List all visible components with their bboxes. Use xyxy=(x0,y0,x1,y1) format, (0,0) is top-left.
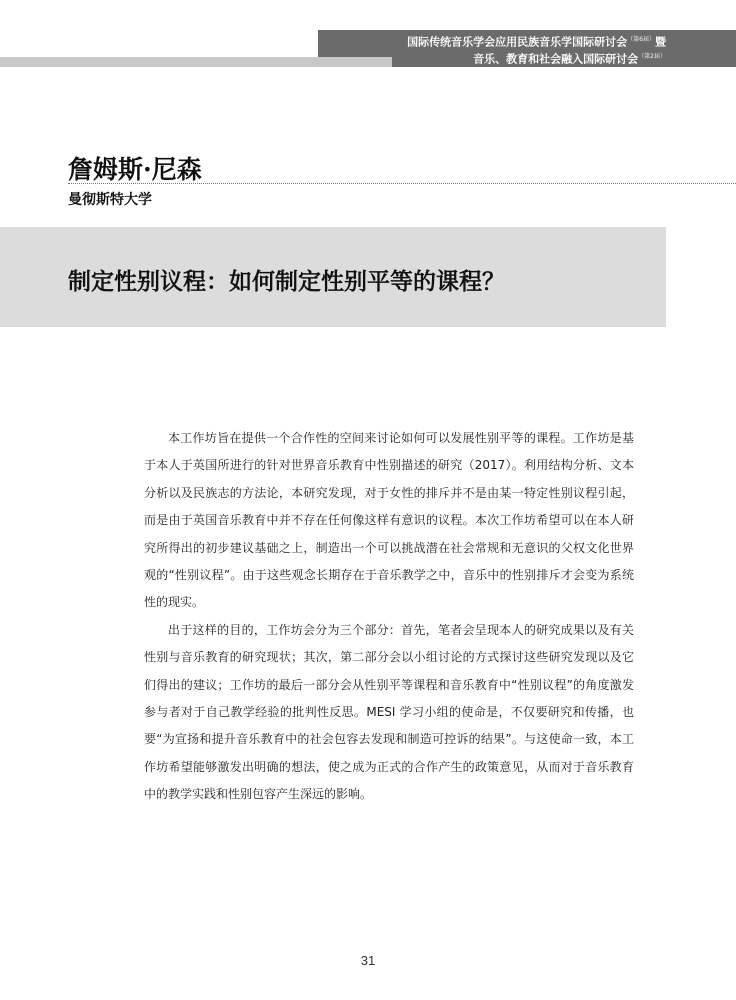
running-header-line2: 音乐、教育和社会融入国际研讨会$^{(第2届)}$ xyxy=(473,52,666,66)
article-title: 制定性别议程：如何制定性别平等的课程？ xyxy=(68,268,505,295)
paragraph: 出于这样的目的，工作坊会分为三个部分：首先，笔者会呈现本人的研究成果以及有关性别与音乐教育的研究现状；其次，第二部分会以小组讨论的方式探讨这些研究发现以及它们得出的建议；工作坊的最后一部分会从性别平等课程和音乐教育中“性别议程”的角度激发参与者对于自己教学经验的批判性反思。MESI 学习小组的使命是，不仅要研究和传播，也要“为宣扬和提升音乐教育中的社会包容去发现和制造可控诉的结果”。与这使命一致，本工作坊希望能够激发出明确的想法，使之成为正式的合作产生的政策意见，从而对于音乐教育中的教学实践和性别包容产生深远的影响。 xyxy=(144,622,634,802)
running-header-line1: 国际传统音乐学会应用民族音乐学国际研讨会$^{(第6届)}$暨 xyxy=(407,35,666,49)
abstract-body xyxy=(144,425,634,809)
page-number: 31 xyxy=(360,953,376,968)
header-stripe xyxy=(0,57,392,67)
running-header xyxy=(407,33,666,66)
author-name: 詹姆斯·尼森 xyxy=(68,155,202,184)
paragraph: 本工作坊旨在提供一个合作性的空间来讨论如何可以发展性别平等的课程。工作坊是基于本人于英国所进行的针对世界音乐教育中性别描述的研究（2017）。利用结构分析、文本分析以及民族志的方法论，本研究发现，对于女性的排斥并不是由某一特定性别议程引起，而是由于英国音乐教育中并不存在任何像这样有意识的议程。本次工作坊希望可以在本人研究所得出的初步建议基础之上，制造出一个可以挑战潜在社会常规和无意识的父权文化世界观的“性别议程”。由于这些观念长期存在于音乐教学之中，音乐中的性别排斥才会变为系统性的现实。 xyxy=(144,431,634,610)
divider xyxy=(68,183,736,184)
author-affiliation: 曼彻斯特大学 xyxy=(68,192,152,208)
